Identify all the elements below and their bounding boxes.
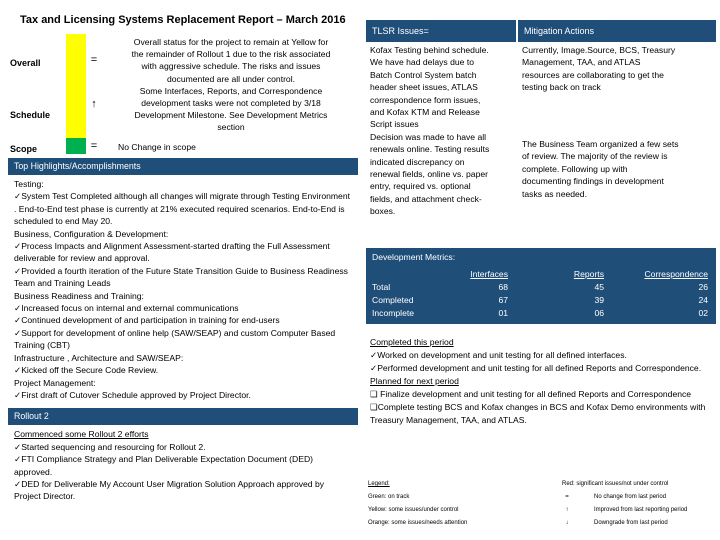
status-line: with aggressive schedule. The risks and issues: [141, 61, 321, 72]
equals-icon: =: [565, 494, 569, 500]
cell-value: 02: [698, 308, 708, 318]
completed-heading: Completed this period: [370, 337, 454, 347]
dev-metrics-row: [370, 294, 710, 307]
status-color-schedule: [66, 88, 86, 138]
rollout2-item: ✓DED for Deliverable My Account User Migration Solution Approach approved by Project Director.: [14, 478, 325, 502]
scope-text: No Change in scope: [118, 142, 196, 152]
issue-line: indicated discrepancy on: [370, 156, 465, 167]
left-column: [8, 158, 358, 538]
issue-line: Kofax Testing behind schedule.: [370, 45, 489, 55]
cell-value: 67: [498, 295, 508, 305]
status-label-scope: Scope: [10, 144, 38, 154]
row-label: Total: [372, 282, 391, 292]
legend-title: Legend:: [368, 481, 390, 487]
issue-line: Batch Control System batch: [370, 69, 477, 80]
report-title: Tax and Licensing Systems Replacement Report – March 2016: [20, 14, 346, 26]
col-correspondence: Correspondence: [644, 269, 708, 279]
scope-indicator: =: [90, 140, 98, 152]
arrow-up-icon: ↑: [565, 507, 569, 513]
legend-improved: [562, 504, 717, 517]
issue-line: Decision was made to have all: [370, 131, 487, 142]
legend-no-change: [562, 491, 717, 504]
highlights-list: [8, 175, 358, 404]
mitigation-line: Management, TAA, and ATLAS: [522, 57, 641, 68]
issues-panel: [366, 20, 716, 234]
completed-item: ✓Performed development and unit testing for all defined Reports and Correspondence.: [370, 363, 702, 373]
mitigation-block-1: [522, 44, 716, 94]
status-panel: [8, 34, 358, 154]
planned-heading: Planned for next period: [370, 376, 459, 386]
cell-value: 01: [498, 308, 508, 318]
highlight-item: Infrastructure , Architecture and SAW/SEAP:: [14, 352, 184, 363]
dev-metrics-row: [370, 281, 710, 294]
legend-downgrade: [562, 517, 717, 530]
planned-item: ❏Complete testing BCS and Kofax changes in BCS and Kofax Demo environments with Treasury Management, TAA, and ATLAS.: [370, 402, 706, 425]
schedule-indicator: ↑: [91, 98, 97, 110]
highlight-item: Project Management:: [14, 377, 96, 388]
status-line: development tasks were not completed by 3/18: [141, 98, 321, 109]
rollout2-item: ✓Started sequencing and resourcing for Rollout 2.: [14, 441, 206, 452]
highlight-item: ✓Continued development of and participation in training for end-users: [14, 315, 280, 326]
rollout2-list: [8, 425, 358, 505]
highlight-item: ✓Increased focus on internal and external communications: [14, 303, 239, 314]
mitigation-line: testing back on track: [522, 82, 601, 93]
legend-green: Green: on track: [368, 494, 410, 500]
status-description: [106, 36, 356, 134]
row-label: Completed: [372, 295, 414, 305]
legend-colors: [368, 478, 538, 530]
status-line: Overall status for the project to remain at Yellow for: [133, 37, 329, 47]
cell-value: 39: [594, 295, 604, 305]
cell-value: 26: [698, 282, 708, 292]
mitigation-line: complete. Following up with: [522, 163, 628, 174]
completed-item: ✓Worked on development and unit testing for all defined interfaces.: [370, 350, 627, 360]
row-label: Incomplete: [372, 308, 415, 318]
issue-line: renewals online. Testing results: [370, 144, 490, 155]
legend-red: Red: significant issues/not under control: [562, 481, 669, 487]
highlight-item: Testing:: [14, 179, 44, 189]
mitigation-line: The Business Team organized a few sets: [522, 139, 679, 149]
issue-line: header sheet issues, ATLAS: [370, 82, 478, 93]
rollout2-item: Commenced some Rollout 2 efforts: [14, 429, 149, 440]
status-label-overall: Overall: [10, 58, 41, 68]
legend: [368, 478, 718, 538]
issue-line: correspondence form issues,: [370, 94, 481, 105]
legend-text: Downgrade from last period: [594, 520, 668, 526]
mitigation-block-2: [522, 138, 716, 200]
legend-yellow: Yellow: some issues/under control: [368, 507, 459, 513]
legend-orange: Orange: some issues/needs attention: [368, 520, 468, 526]
cell-value: 45: [594, 282, 604, 292]
cell-value: 24: [698, 295, 708, 305]
status-line: section: [217, 122, 245, 133]
highlight-item: ✓Provided a fourth iteration of the Future State Transition Guide to Business Readiness Team and Training Leads: [14, 265, 348, 289]
status-label-schedule: Schedule: [10, 110, 51, 120]
mitigation-line: resources are collaborating to get the: [522, 69, 664, 80]
mitigation-line: documenting findings in development: [522, 176, 664, 187]
rollout2-item: ✓FTI Compliance Strategy and Plan Deliverable Expectation Document (DED) approved.: [14, 454, 314, 477]
status-color-overall: [66, 34, 86, 88]
development-metrics: [366, 248, 716, 324]
dev-metrics-title: Development Metrics:: [372, 252, 456, 262]
issue-line: fields, and attachment check-: [370, 193, 482, 204]
mitigation-line: tasks as needed.: [522, 188, 587, 199]
highlight-item: ✓Process Impacts and Alignment Assessment-started drafting the Full Assessment deliverable for review and approval.: [14, 241, 330, 264]
status-line: Some Interfaces, Reports, and Correspondence: [139, 85, 323, 96]
col-interfaces: Interfaces: [470, 269, 508, 279]
highlight-item: ✓First draft of Cutover Schedule approved by Project Director.: [14, 389, 251, 400]
status-color-scope: [66, 138, 86, 154]
col-reports: Reports: [573, 269, 604, 279]
status-line: the remainder of Rollout 1 due to the risk associated: [131, 49, 331, 60]
cell-value: 68: [498, 282, 508, 292]
completed-planned-section: [370, 336, 715, 427]
status-colors: [66, 34, 86, 154]
status-line: Development Milestone. See Development Metrics: [134, 110, 328, 121]
highlight-item: Business, Configuration & Development:: [14, 228, 169, 239]
legend-text: Improved from last reporting period: [594, 507, 688, 513]
issue-line: Script issues: [370, 119, 419, 130]
issue-line: renewal fields, online vs. paper: [370, 169, 488, 180]
highlight-item: Business Readiness and Training:: [14, 290, 144, 301]
tlsr-issues-header: TLSR Issues=: [366, 20, 516, 42]
mitigation-line: of review. The majority of the review is: [522, 151, 668, 162]
issues-column: [370, 44, 518, 218]
issue-line: boxes.: [370, 206, 396, 217]
overall-indicator: =: [90, 54, 98, 66]
legend-text: No change from last period: [594, 494, 667, 500]
dev-metrics-header-row: [370, 268, 710, 281]
status-labels: [8, 34, 66, 154]
planned-item: ❏ Finalize development and unit testing for all defined Reports and Correspondence: [370, 389, 692, 399]
dev-metrics-table: [370, 268, 710, 320]
status-line: documented are all under control.: [166, 73, 296, 84]
mitigation-line: Currently, Image.Source, BCS, Treasury: [522, 45, 676, 55]
rollout2-header: Rollout 2: [8, 408, 358, 425]
mitigation-header: Mitigation Actions: [518, 20, 716, 42]
highlight-item: ✓Kicked off the Secure Code Review.: [14, 365, 159, 376]
issue-line: and Kofax KTM and Release: [370, 107, 480, 118]
cell-value: 06: [594, 308, 604, 318]
issue-line: We have had delays due to: [370, 57, 474, 68]
issue-line: entry, required vs. optional: [370, 181, 471, 192]
legend-trends: [562, 478, 717, 530]
arrow-down-icon: ↓: [565, 520, 569, 526]
highlight-item: ✓Support for development of online help (SAW/SEAP) and custom Computer Based Training (CBT): [14, 327, 336, 351]
highlight-item: ✓System Test Completed although all changes will migrate through Testing Environment . End-to-End test phase is currently at 21% executed required scenarios. End-to-End is scheduled to end May 20.: [14, 191, 351, 227]
highlights-header: Top Highlights/Accomplishments: [8, 158, 358, 175]
dev-metrics-row: [370, 307, 710, 320]
